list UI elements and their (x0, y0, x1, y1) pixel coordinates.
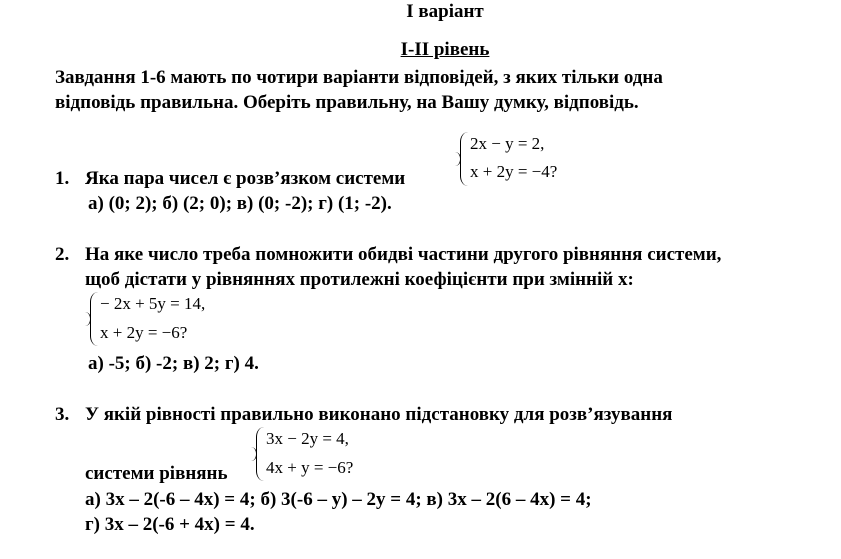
intro-line-2: відповідь правильна. Оберіть правильну, на Вашу думку, відповідь. (55, 92, 639, 113)
equation-system (256, 427, 396, 481)
question-number: 3. (55, 404, 70, 425)
equation-system (460, 132, 600, 186)
answer-options: а) -5; б) -2; в) 2; г) 4. (88, 353, 259, 374)
equation: − 2x + 5y = 14, (100, 294, 206, 313)
equation: 2x − y = 2, (470, 134, 545, 153)
equation: x + 2y = −4? (470, 162, 558, 181)
question-number: 2. (55, 244, 70, 265)
answer-options: а) 3x – 2(-6 – 4x) = 4; б) 3(-6 – y) – 2y = 4; в) 3x – 2(6 – 4x) = 4; (85, 489, 592, 510)
brace-symbol (90, 292, 98, 346)
question-text: щоб дістати у рівняннях протилежні коефіцієнти при змінній x: (85, 269, 634, 290)
equation: 4x + y = −6? (266, 458, 354, 477)
question-number: 1. (55, 168, 70, 189)
brace-symbol (256, 427, 264, 481)
question-text: системи рівнянь (85, 463, 228, 484)
equation-system (90, 292, 240, 346)
question-text: На яке число треба помножити обидві частини другого рівняння системи, (85, 244, 722, 265)
question-text: Яка пара чисел є розв’язком системи (85, 168, 406, 189)
equation: 3x − 2y = 4, (266, 429, 349, 448)
answer-options: г) 3x – 2(-6 + 4x) = 4. (85, 514, 255, 535)
level-title: І-ІІ рівень (400, 39, 490, 60)
equation: x + 2y = −6? (100, 323, 188, 342)
answer-options: а) (0; 2); б) (2; 0); в) (0; -2); г) (1; -2). (88, 193, 392, 214)
intro-line-1: Завдання 1-6 мають по чотири варіанти відповідей, з яких тільки одна (55, 67, 663, 88)
brace-symbol (460, 132, 468, 186)
question-text: У якій рівності правильно виконано підстановку для розв’язування (85, 404, 673, 425)
variant-title: І варіант (406, 1, 484, 22)
